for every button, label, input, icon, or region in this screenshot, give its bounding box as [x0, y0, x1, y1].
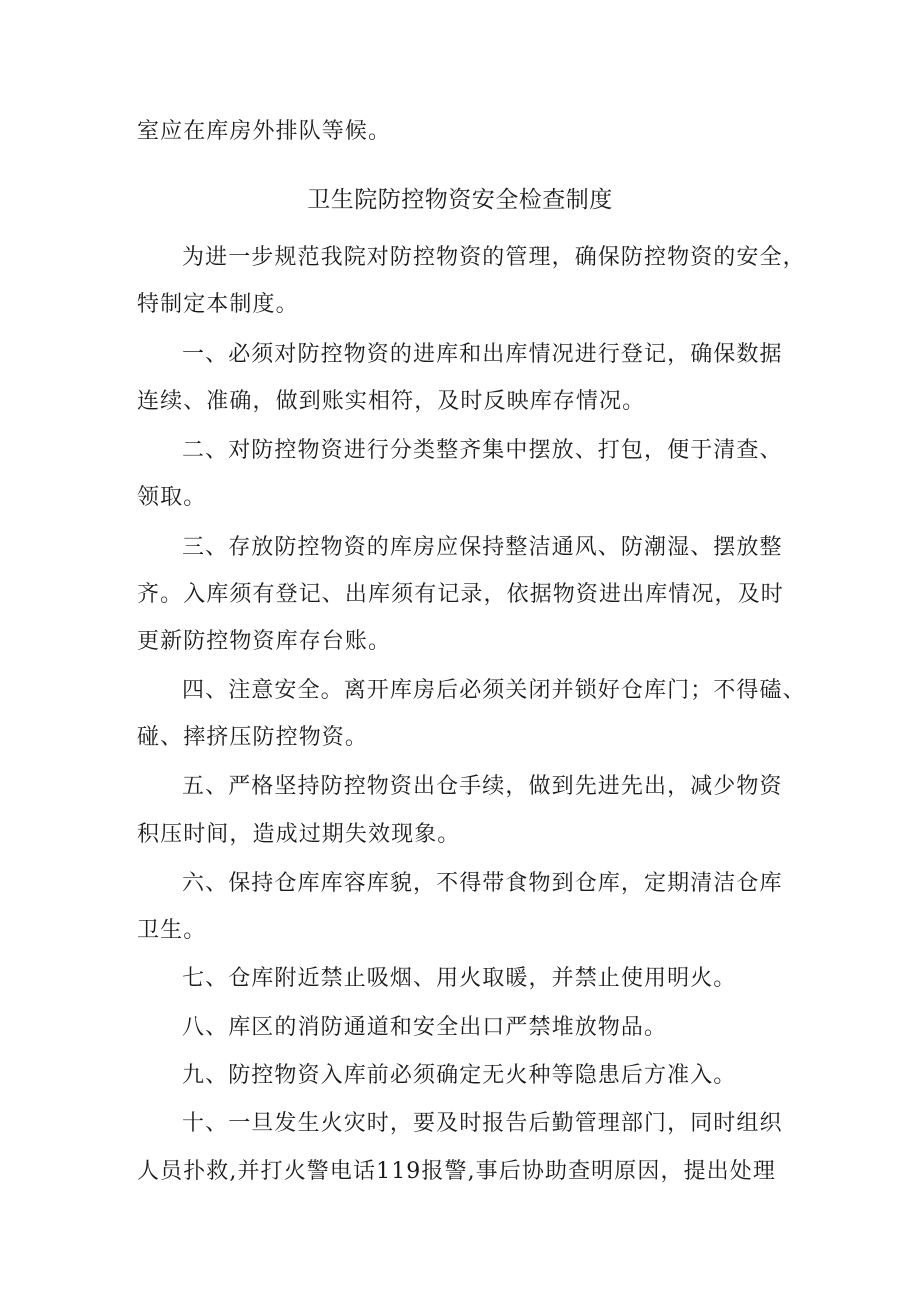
- paragraph-item-2-line-2: 领取。: [137, 485, 207, 510]
- paragraph-intro-line-1: 为进一步规范我院对防控物资的管理，确保防控物资的安全，: [182, 245, 806, 270]
- paragraph-item-10-line-1: 十、一旦发生火灾时，要及时报告后勤管理部门，同时组织: [182, 1111, 783, 1136]
- paragraph-item-6-line-2: 卫生。: [137, 918, 207, 943]
- paragraph-item-3-line-2: 齐。入库须有登记、出库须有记录，依据物资进出库情况，及时: [137, 582, 784, 607]
- paragraph-item-1-line-2: 连续、准确，做到账实相符，及时反映库存情况。: [137, 389, 646, 414]
- paragraph-item-3-line-3: 更新防控物资库存台账。: [137, 629, 392, 654]
- paragraph-item-8-line-1: 八、库区的消防通道和安全出口严禁堆放物品。: [182, 1015, 668, 1040]
- paragraph-item-1-line-1: 一、必须对防控物资的进库和出库情况进行登记，确保数据: [182, 342, 783, 367]
- paragraph-item-7-line-1: 七、仓库附近禁止吸烟、用火取暖，并禁止使用明火。: [182, 966, 737, 991]
- paragraph-item-4-line-2: 碰、摔挤压防控物资。: [137, 725, 369, 750]
- paragraph-item-5-line-1: 五、严格坚持防控物资出仓手续，做到先进先出，减少物资: [182, 774, 783, 799]
- paragraph-item-4-line-1: 四、注意安全。离开库房后必须关闭并锁好仓库门；不得磕、: [182, 678, 806, 703]
- paragraph-item-6-line-1: 六、保持仓库库容库貌，不得带食物到仓库，定期清洁仓库: [182, 871, 783, 896]
- paragraph-item-5-line-2: 积压时间，造成过期失效现象。: [137, 822, 461, 847]
- previous-page-tail: 室应在库房外排队等候。: [137, 119, 392, 144]
- paragraph-item-9-line-1: 九、防控物资入库前必须确定无火种等隐患后方准入。: [182, 1063, 737, 1088]
- paragraph-intro-line-2: 特制定本制度。: [137, 292, 299, 317]
- document-title: 卫生院防控物资安全检查制度: [307, 187, 613, 213]
- paragraph-item-2-line-1: 二、对防控物资进行分类整齐集中摆放、打包，便于清查、: [182, 438, 783, 463]
- paragraph-item-10-line-2: 人员扑救,并打火警电话119报警,事后协助查明原因，提出处理: [137, 1159, 776, 1184]
- paragraph-item-3-line-1: 三、存放防控物资的库房应保持整洁通风、防潮湿、摆放整: [182, 535, 783, 560]
